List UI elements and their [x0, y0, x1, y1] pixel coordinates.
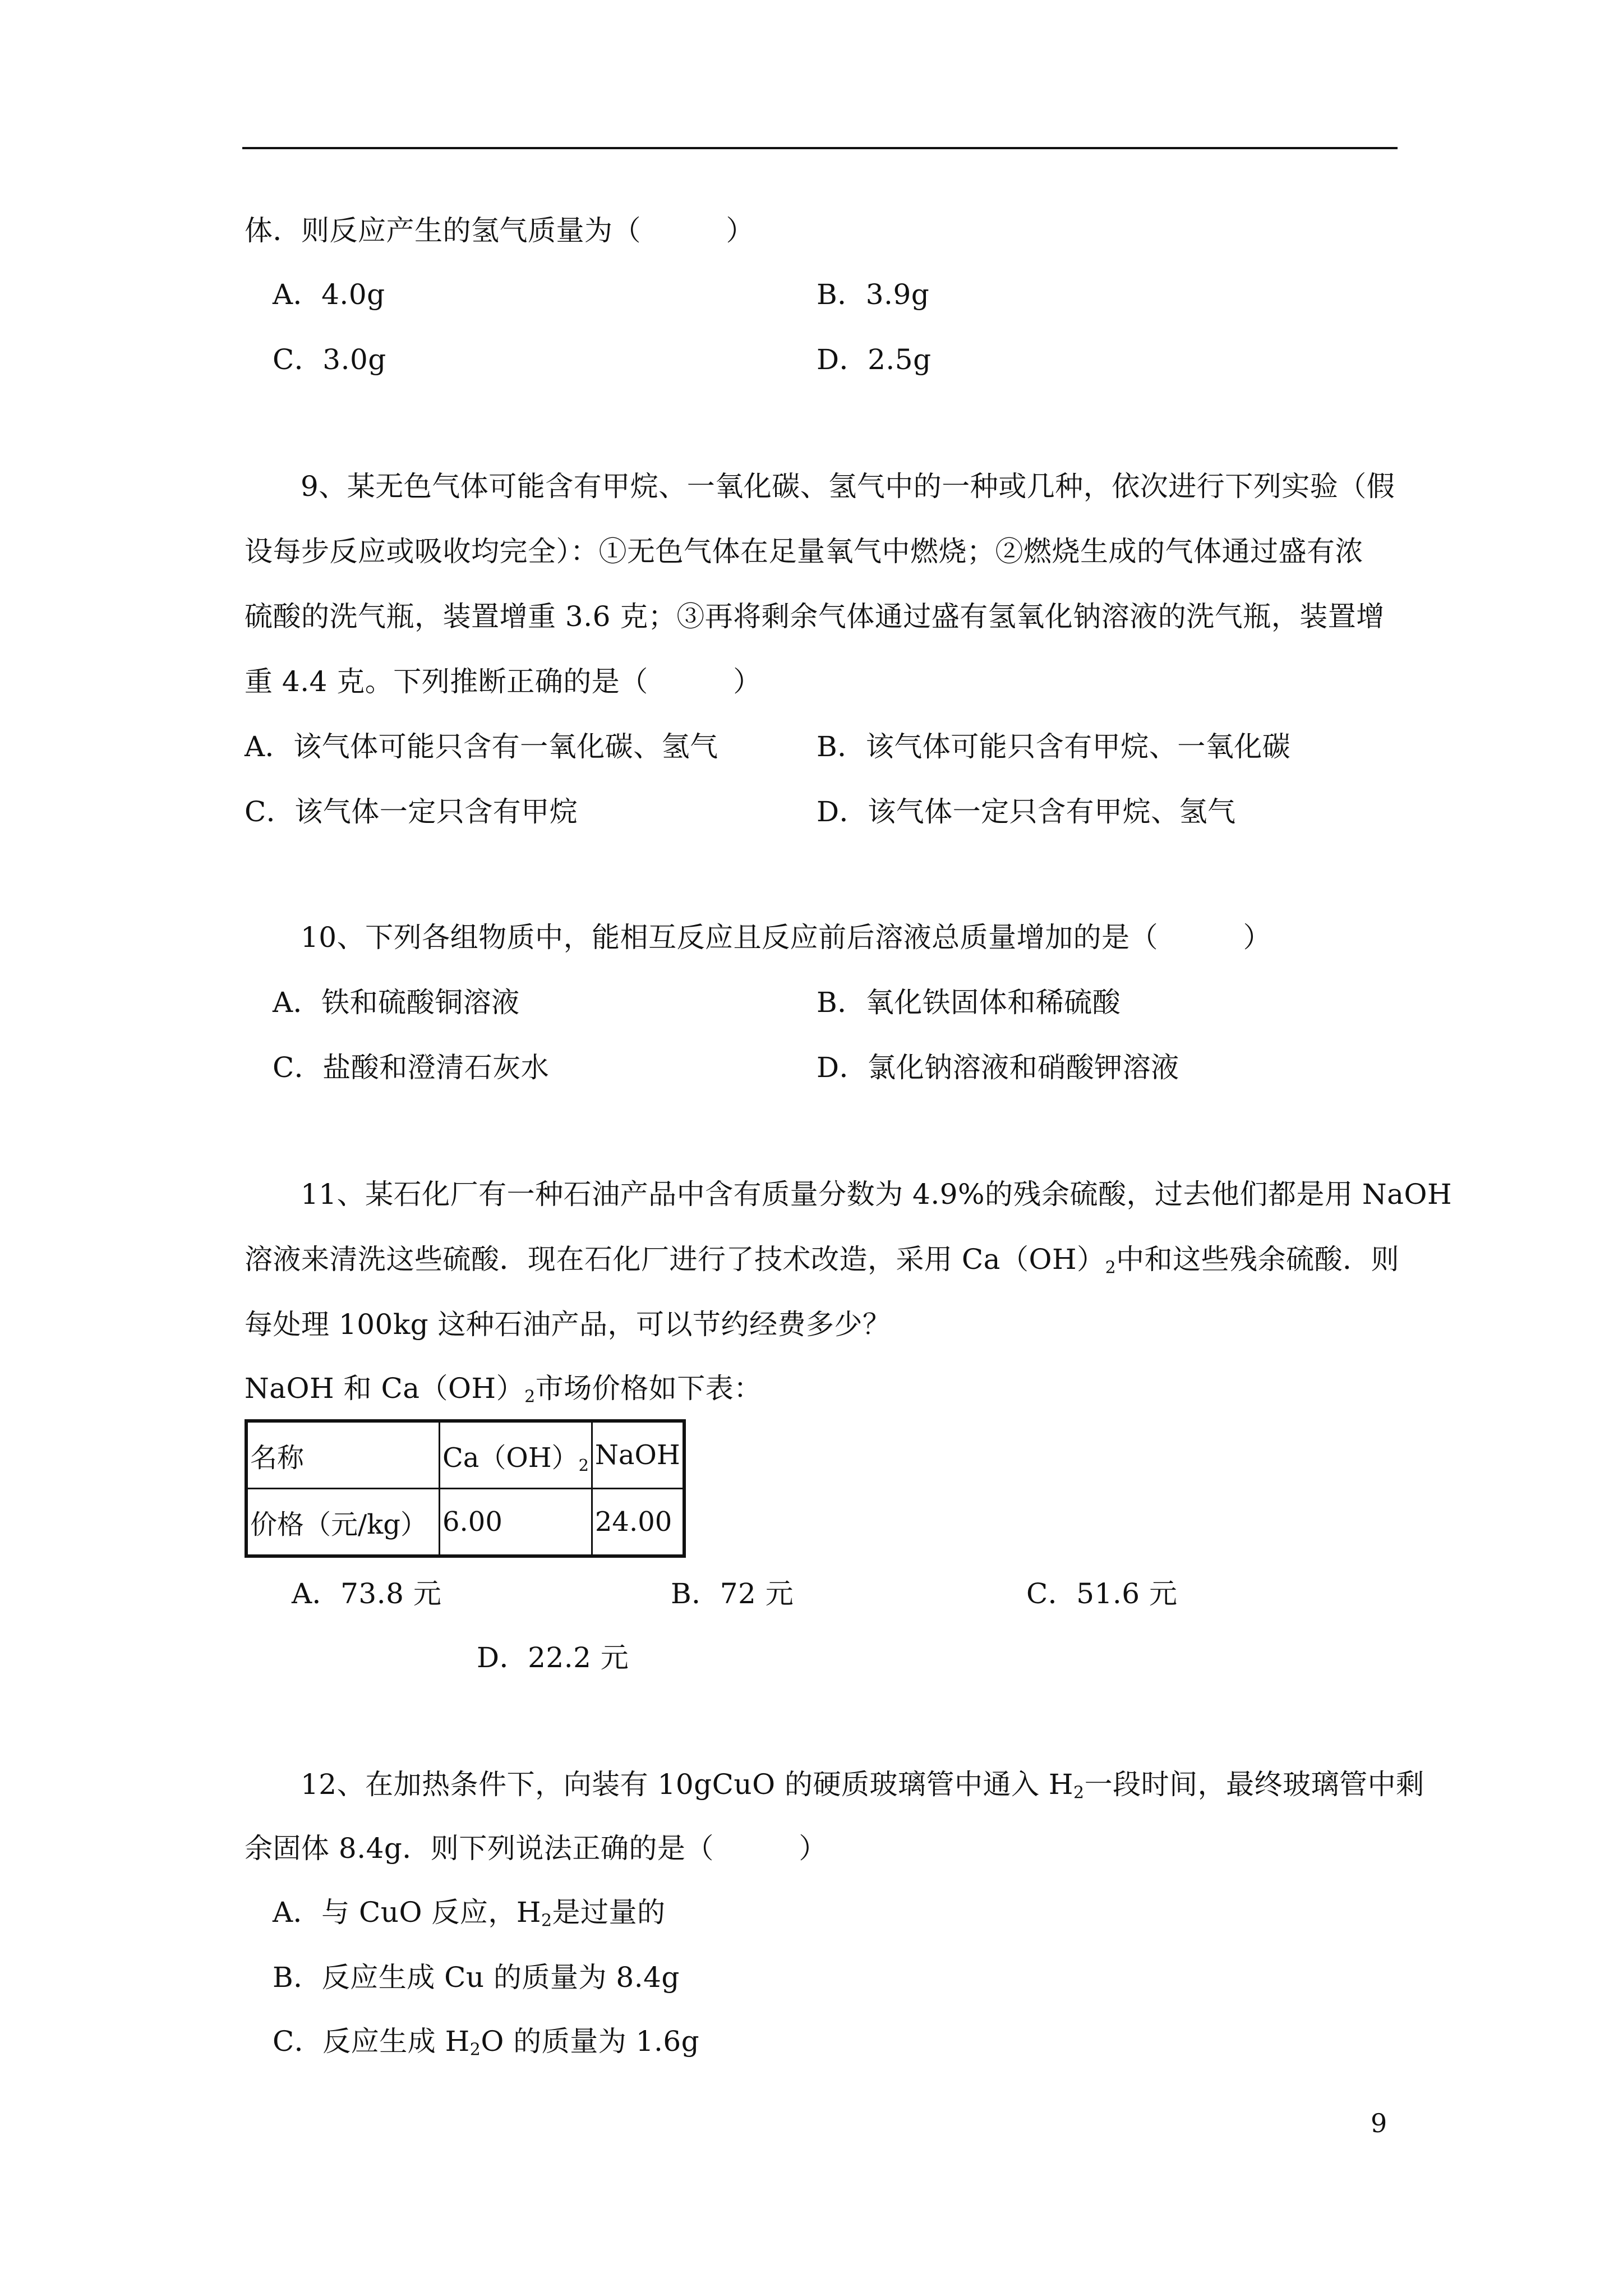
page-number: 9 [1371, 2108, 1387, 2138]
q10-option-a: A．铁和硫酸铜溶液 [273, 986, 520, 1019]
q8-option-b: B．3.9g [817, 278, 930, 311]
q10-option-b: B．氧化铁固体和稀硫酸 [817, 986, 1121, 1019]
q11-option-c: C．51.6 元 [1026, 1577, 1178, 1610]
q12-stem-line-2: 余固体 8.4g．则下列说法正确的是（ ） [245, 1832, 827, 1865]
q9-stem-line-2: 设每步反应或吸收均完全）：①无色气体在足量氧气中燃烧；②燃烧生成的气体通过盛有浓 [245, 535, 1363, 568]
q12-option-a: A．与 CuO 反应，$H_2$是过量的 [273, 1896, 666, 1931]
table-cell-caoh-header: $Ca(OH)_2$ [440, 1421, 592, 1489]
q8-stem-tail: 体．则反应产生的氢气质量为（ ） [245, 214, 754, 247]
table-row-price [246, 1489, 684, 1557]
q11-option-b: B．72 元 [671, 1577, 794, 1610]
q11-option-a: A．73.8 元 [292, 1577, 442, 1610]
q10-option-d: D．氯化钠溶液和硝酸钾溶液 [817, 1051, 1179, 1084]
header-rule [242, 147, 1398, 149]
q12-option-c: C．反应生成 $H_2O$ 的质量为 1.6g [273, 2025, 700, 2060]
q11-option-d: D．22.2 元 [477, 1641, 629, 1674]
q9-option-d: D．该气体一定只含有甲烷、氢气 [817, 795, 1236, 828]
q10-stem: 10、下列各组物质中，能相互反应且反应前后溶液总质量增加的是（ ） [301, 921, 1272, 954]
table-cell-naoh-price: 24.00 [592, 1489, 684, 1557]
table-cell-naoh-header: NaOH [592, 1421, 684, 1489]
price-table [245, 1419, 686, 1558]
q9-stem-line-4: 重 4.4 克。下列推断正确的是（ ） [245, 665, 762, 698]
q9-option-b: B．该气体可能只含有甲烷、一氧化碳 [817, 730, 1291, 763]
table-row-header [246, 1421, 684, 1489]
q12-option-b: B．反应生成 Cu 的质量为 8.4g [273, 1961, 680, 1994]
q10-option-c: C．盐酸和澄清石灰水 [273, 1051, 550, 1084]
q9-stem-line-3: 硫酸的洗气瓶，装置增重 3.6 克；③再将剩余气体通过盛有氢氧化钠溶液的洗气瓶，装置增 [245, 600, 1385, 633]
q8-option-a: A．4.0g [273, 278, 385, 311]
table-cell-caoh-price: 6.00 [440, 1489, 592, 1557]
q8-option-d: D．2.5g [817, 343, 932, 376]
q11-stem-line-3: 每处理 100kg 这种石油产品，可以节约经费多少？ [245, 1308, 891, 1341]
q9-stem-line-1: 9、某无色气体可能含有甲烷、一氧化碳、氢气中的一种或几种，依次进行下列实验（假 [301, 470, 1395, 503]
q11-stem-line-1: 11、某石化厂有一种石油产品中含有质量分数为 4.9%的残余硫酸，过去他们都是用 NaOH [301, 1178, 1453, 1211]
q9-option-a: A．该气体可能只含有一氧化碳、氢气 [245, 730, 718, 763]
table-cell-price-label: 价格（元/kg） [246, 1489, 440, 1557]
table-cell-name-header: 名称 [246, 1421, 440, 1489]
q9-option-c: C．该气体一定只含有甲烷 [245, 795, 578, 828]
q12-stem-line-1: 12、在加热条件下，向装有 10gCuO 的硬质玻璃管中通入 $H_2$一段时间，最终玻璃管中剩 [301, 1768, 1424, 1803]
q8-option-c: C．3.0g [273, 343, 386, 376]
q11-stem-line-2: 溶液来清洗这些硫酸．现在石化厂进行了技术改造，采用 $Ca(OH)_2$中和这些残余硫酸．则 [245, 1243, 1400, 1278]
q11-stem-line-4: NaOH 和 $Ca(OH)_2$市场价格如下表： [245, 1372, 762, 1407]
